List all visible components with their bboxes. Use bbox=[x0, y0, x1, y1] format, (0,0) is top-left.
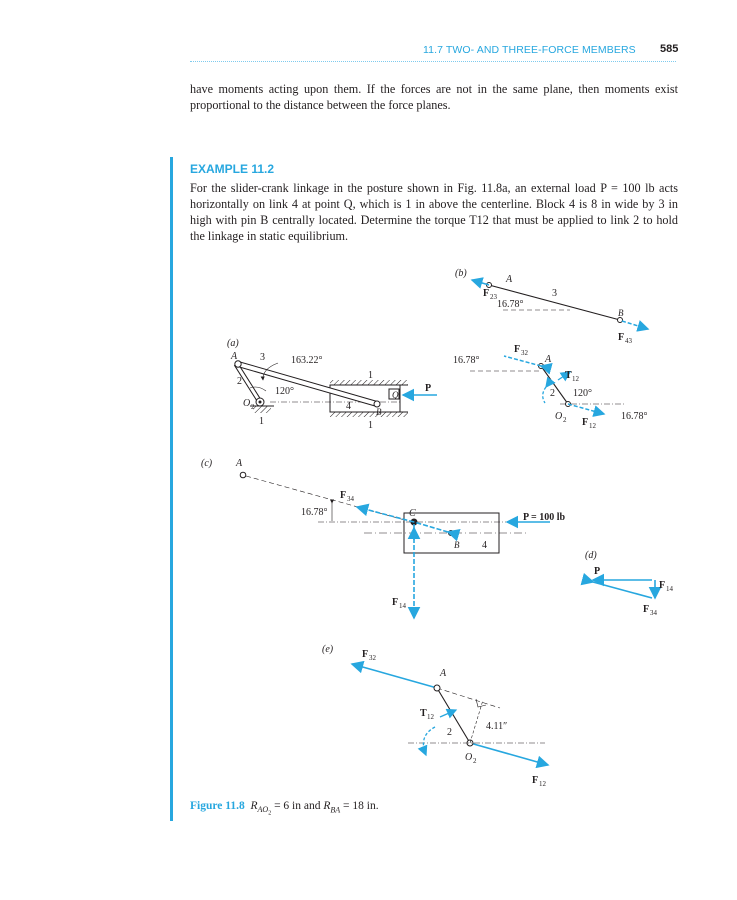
svg-text:1: 1 bbox=[368, 420, 373, 431]
svg-text:C: C bbox=[409, 508, 416, 519]
svg-text:120°: 120° bbox=[275, 386, 294, 397]
page-number: 585 bbox=[660, 43, 679, 55]
panel-d bbox=[585, 550, 674, 617]
svg-text:120°: 120° bbox=[573, 388, 592, 399]
svg-text:F: F bbox=[618, 332, 625, 343]
svg-text:12: 12 bbox=[572, 375, 579, 383]
svg-text:P: P bbox=[425, 383, 432, 394]
svg-text:4: 4 bbox=[482, 540, 487, 551]
svg-text:32: 32 bbox=[521, 349, 528, 357]
svg-text:A: A bbox=[545, 354, 552, 365]
svg-text:3: 3 bbox=[552, 288, 557, 299]
svg-text:43: 43 bbox=[625, 337, 632, 345]
example-body: For the slider-crank linkage in the posture shown in Fig. 11.8a, an external load P = 100 lb acts horizontally on link 4 at point Q, which is 1 in above the centerline. Block 4 is 8 in wide by 3 in high with pin B centrally located. Determine the torque T12 that must be applied to link 2 to hold the linkage in static equilibrium. bbox=[190, 181, 678, 243]
svg-text:14: 14 bbox=[399, 602, 406, 610]
svg-text:F: F bbox=[659, 580, 666, 591]
svg-text:2: 2 bbox=[550, 388, 555, 399]
svg-text:32: 32 bbox=[369, 654, 376, 662]
svg-text:F: F bbox=[392, 597, 399, 608]
svg-text:O: O bbox=[243, 398, 251, 409]
svg-text:F: F bbox=[643, 604, 650, 615]
svg-text:B: B bbox=[618, 308, 624, 318]
svg-text:12: 12 bbox=[427, 713, 434, 721]
svg-text:T: T bbox=[420, 708, 427, 719]
svg-text:F: F bbox=[340, 490, 347, 501]
svg-text:P = 100 lb: P = 100 lb bbox=[523, 512, 566, 523]
svg-text:Q: Q bbox=[392, 390, 399, 400]
svg-text:1: 1 bbox=[259, 416, 264, 427]
svg-text:16.78°: 16.78° bbox=[497, 299, 524, 310]
panel-c bbox=[201, 458, 566, 618]
svg-text:(c): (c) bbox=[201, 458, 213, 469]
panel-a-tag: (a) bbox=[227, 338, 239, 349]
svg-text:2: 2 bbox=[447, 727, 452, 738]
svg-text:4: 4 bbox=[346, 401, 351, 412]
svg-text:F: F bbox=[514, 344, 521, 355]
svg-text:(e): (e) bbox=[322, 644, 334, 655]
svg-text:2: 2 bbox=[473, 757, 477, 765]
svg-text:163.22°: 163.22° bbox=[291, 355, 323, 366]
example-title: EXAMPLE 11.2 bbox=[190, 162, 275, 176]
intro-paragraph: have moments acting upon them. If the forces are not in the same plane, then moments exist proportional to the distance between the force planes. bbox=[190, 82, 678, 112]
panel-a bbox=[227, 338, 437, 431]
svg-text:F: F bbox=[483, 288, 490, 299]
svg-text:2: 2 bbox=[251, 403, 255, 411]
caption-label: Figure 11.8 bbox=[190, 800, 245, 812]
svg-text:16.78°: 16.78° bbox=[621, 411, 648, 422]
panel-b bbox=[453, 268, 648, 430]
svg-text:A: A bbox=[440, 668, 447, 679]
svg-text:1: 1 bbox=[368, 370, 373, 381]
svg-text:A: A bbox=[506, 274, 513, 285]
svg-text:2: 2 bbox=[563, 416, 567, 424]
svg-text:14: 14 bbox=[666, 585, 673, 593]
svg-text:(b): (b) bbox=[455, 268, 467, 279]
svg-text:O: O bbox=[465, 752, 473, 763]
running-header: 11.7 TWO- AND THREE-FORCE MEMBERS bbox=[423, 44, 636, 56]
svg-text:F: F bbox=[582, 417, 589, 428]
svg-text:A: A bbox=[236, 458, 243, 469]
svg-text:T: T bbox=[565, 370, 572, 381]
panel-e bbox=[322, 644, 548, 788]
svg-text:P: P bbox=[594, 566, 601, 577]
svg-text:B: B bbox=[376, 407, 382, 417]
svg-text:(d): (d) bbox=[585, 550, 597, 561]
svg-text:2: 2 bbox=[237, 376, 242, 387]
figure-caption: Figure 11.8 $R_{AO_2} = 6$ in and $R_{BA} = 18$ in. bbox=[190, 800, 379, 817]
svg-text:4.11″: 4.11″ bbox=[486, 721, 508, 732]
svg-text:O: O bbox=[555, 411, 563, 422]
svg-text:F: F bbox=[362, 649, 369, 660]
svg-text:F: F bbox=[532, 775, 539, 786]
svg-text:34: 34 bbox=[347, 495, 354, 503]
svg-text:16.78°: 16.78° bbox=[301, 507, 328, 518]
svg-text:B: B bbox=[454, 540, 460, 550]
svg-text:12: 12 bbox=[539, 780, 546, 788]
svg-text:12: 12 bbox=[589, 422, 596, 430]
svg-text:34: 34 bbox=[650, 609, 657, 617]
svg-text:A: A bbox=[231, 351, 238, 362]
svg-text:3: 3 bbox=[260, 352, 265, 363]
svg-text:23: 23 bbox=[490, 293, 497, 301]
svg-text:16.78°: 16.78° bbox=[453, 355, 480, 366]
